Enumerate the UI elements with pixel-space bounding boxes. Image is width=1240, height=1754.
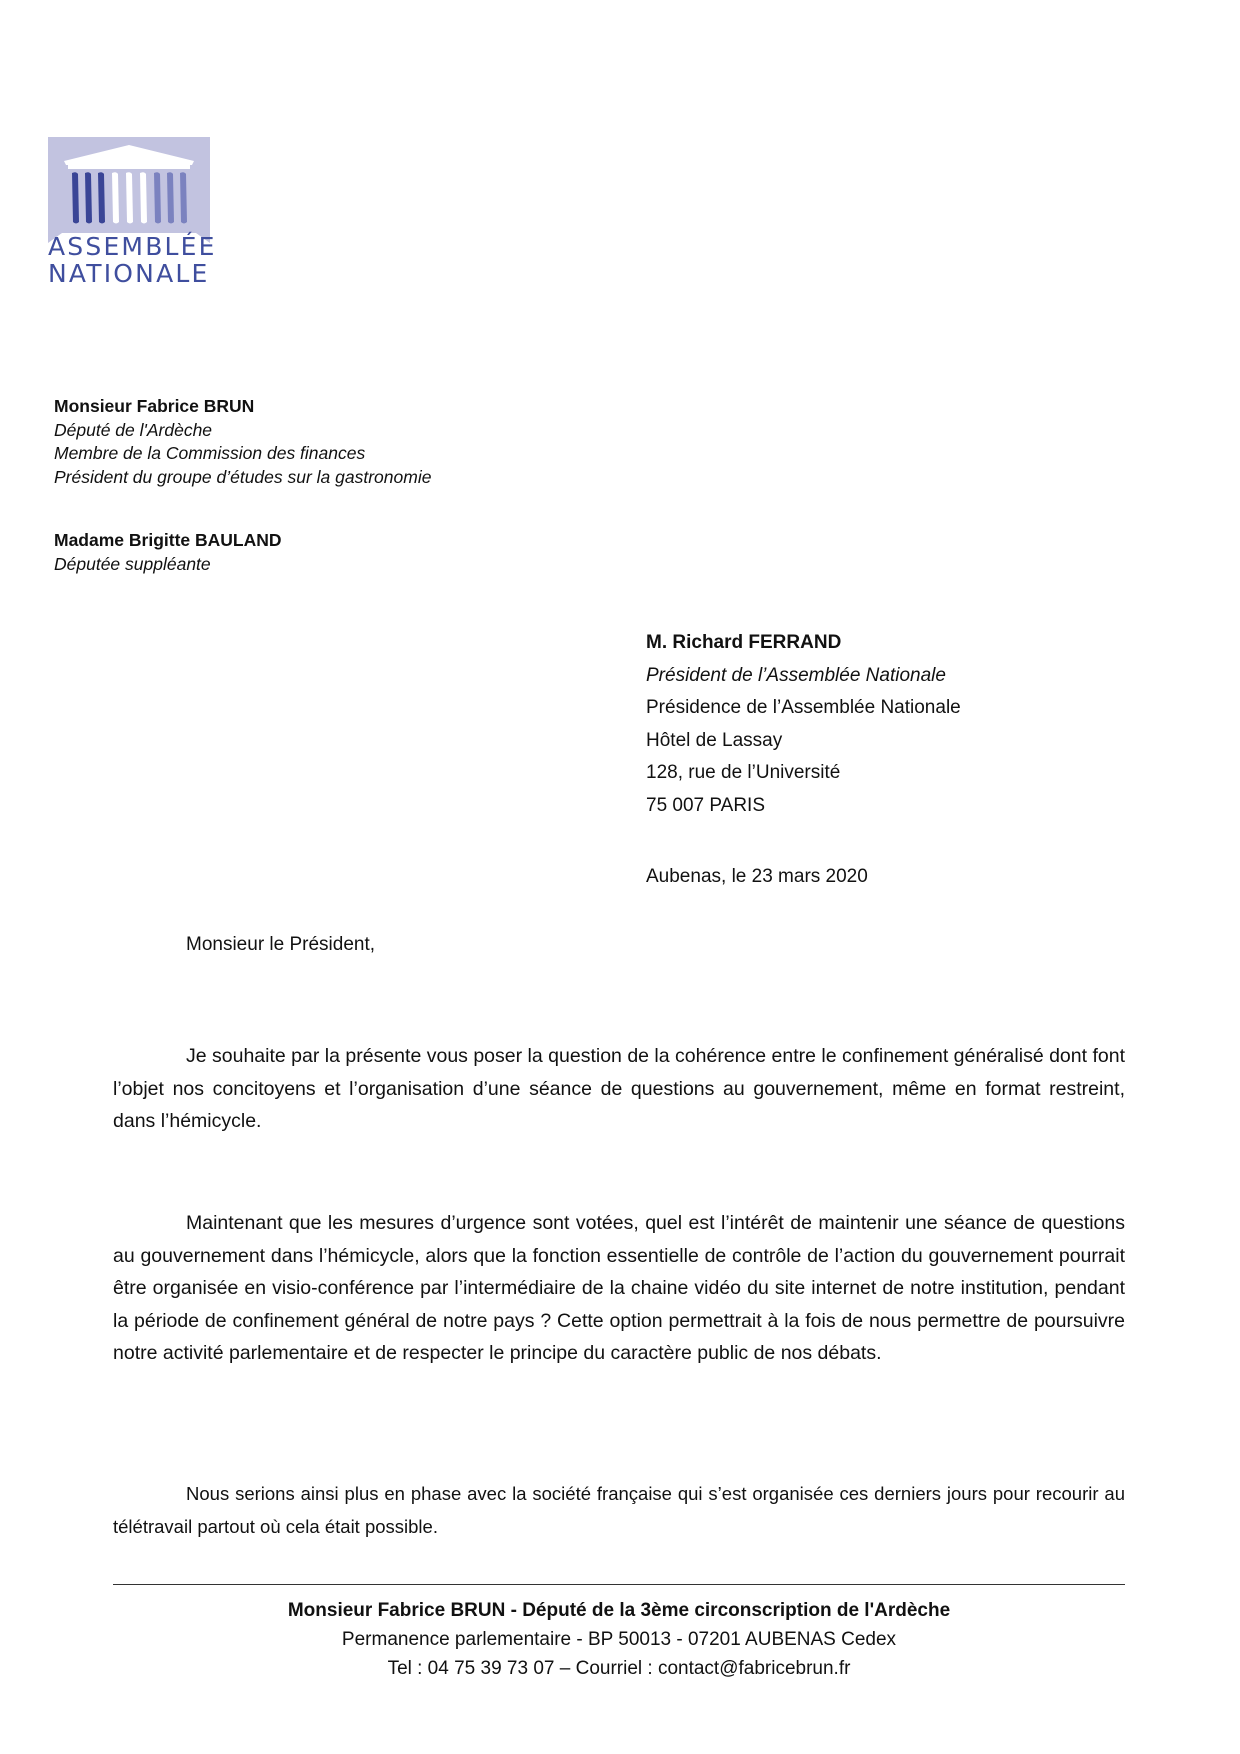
footer-divider	[113, 1584, 1125, 1585]
recipient-title: Président de l’Assemblée Nationale	[646, 664, 946, 686]
recipient-name: M. Richard FERRAND	[646, 632, 842, 653]
footer	[113, 1596, 1125, 1683]
body-paragraph: Nous serions ainsi plus en phase avec la société française qui s’est organisée ces derniers jours pour recourir au télétravail partout où cela était possible.	[113, 1483, 1125, 1537]
substitute-block	[54, 529, 282, 576]
sender-name: Monsieur Fabrice BRUN	[54, 396, 255, 416]
sender-title: Député de l'Ardèche	[54, 419, 213, 440]
logo-wordmark	[48, 232, 217, 288]
palais-bourbon-icon	[48, 137, 210, 243]
footer-line-3: Tel : 04 75 39 73 07 – Courriel : contact@fabricebrun.fr	[387, 1658, 851, 1679]
recipient-block	[646, 627, 961, 822]
recipient-address-line: Présidence de l’Assemblée Nationale	[646, 697, 961, 718]
recipient-address-line: Hôtel de Lassay	[646, 729, 783, 751]
recipient-address-line: 75 007 PARIS	[646, 794, 766, 816]
recipient-address-line: 128, rue de l’Université	[646, 762, 841, 783]
logo-line-1: ASSEMBLÉE	[48, 232, 217, 261]
body-paragraph: Je souhaite par la présente vous poser la question de la cohérence entre le confinement généralisé dont font l’objet nos concitoyens et l’organisation d’une séance de questions au gouvernement, même en format restreint, dans l’hémicycle.	[113, 1045, 1125, 1132]
salutation: Monsieur le Président,	[186, 934, 376, 955]
assemblee-nationale-logo	[48, 137, 217, 288]
logo-background	[48, 137, 210, 243]
sender-title: Membre de la Commission des finances	[54, 443, 366, 463]
substitute-name: Madame Brigitte BAULAND	[54, 530, 282, 550]
logo-line-2: NATIONALE	[48, 259, 210, 288]
sender-title: Président du groupe d’études sur la gastronomie	[54, 466, 432, 487]
body-paragraph: Maintenant que les mesures d’urgence sont votées, quel est l’intérêt de maintenir une séance de questions au gouvernement dans l’hémicycle, alors que la fonction essentielle de contrôle de l’action du gouvernement pourrait être organisée en visio-conférence par l’intermédiaire de la chaine vidéo du site internet de notre institution, pendant la période de confinement général de notre pays ? Cette option permettrait à la fois de nous permettre de poursuivre notre activité parlementaire et de respecter le principe du caractère public de nos débats.	[113, 1212, 1125, 1364]
footer-line-1: Monsieur Fabrice BRUN - Député de la 3ème circonscription de l'Ardèche	[287, 1600, 951, 1621]
footer-line-2: Permanence parlementaire - BP 50013 - 07201 AUBENAS Cedex	[341, 1629, 897, 1650]
sender-block	[54, 395, 431, 489]
substitute-title: Députée suppléante	[54, 553, 211, 574]
date-line: Aubenas, le 23 mars 2020	[646, 866, 868, 887]
